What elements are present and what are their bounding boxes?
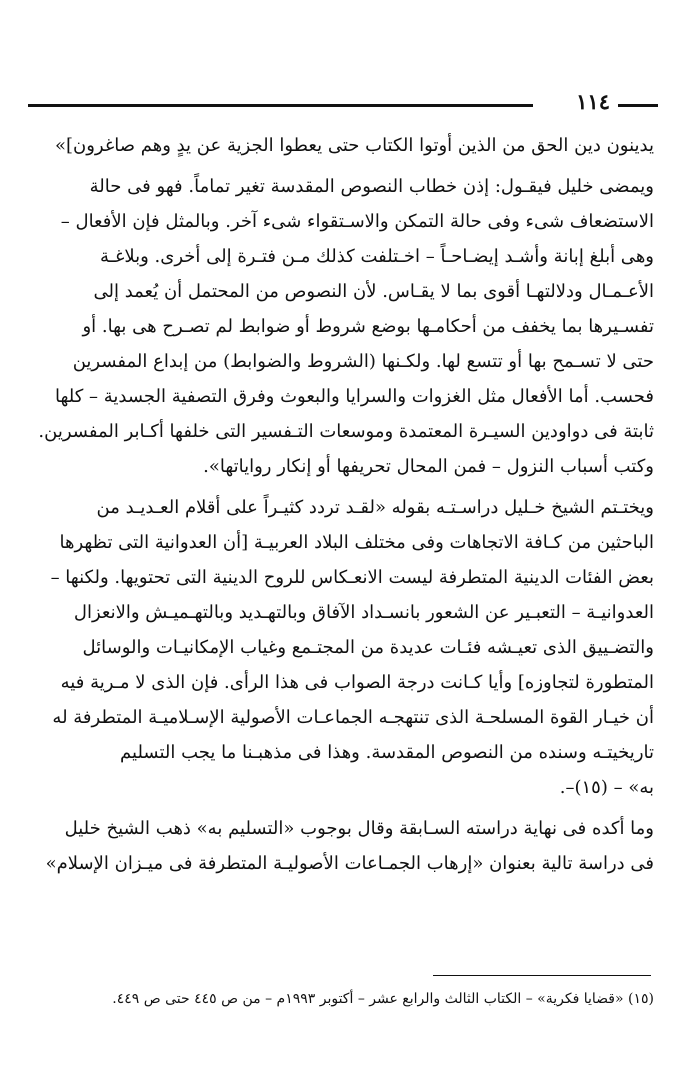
text-line-12: الباحثين من كـافة الاتجاهات وفى مختلف البلاد العربيـة [أن العدوانية التى تظهرها (59, 532, 654, 553)
footnote: (١٥) «قضايا فكرية» – الكتاب الثالث والرابع عشر – أكتوبر ١٩٩٣م – من ص ٤٤٥ حتى ص ٤٤٩. (112, 991, 654, 1007)
page-number: ١١٤ (576, 89, 610, 114)
text-line-5: الأعـمـال ودلالتهـا أقوى بما لا يقـاس. لأن النصوص من المحتمل أن يُعمد إلى (93, 281, 654, 302)
text-line-20: وما أكده فى نهاية دراسته السـابقة وقال بوجوب «التسليم به» ذهب الشيخ خليل (64, 818, 654, 839)
page-body (26, 128, 654, 881)
text-line-3: الاستضعاف شىء وفى حالة التمكن والاسـتقواء شىء آخر. وبالمثل فإن الأفعال – (60, 211, 654, 232)
text-line-13: بعض الفئات الدينية المتطرفة ليست الانعـكاس للروح الدينية التى تحتويها. ولكنها – (50, 567, 654, 588)
text-line-2: ويمضى خليل فيقـول: إذن خطاب النصوص المقدسة تغير تماماً. فهو فى حالة (89, 176, 654, 197)
text-line-1: يدينون دين الحق من الذين أوتوا الكتاب حتى يعطوا الجزية عن يدٍ وهم صاغرون]» (54, 135, 654, 156)
text-line-8: فحسب. أما الأفعال مثل الغزوات والسرايا والبعوث وفرق التصفية الجسدية – كلها (55, 386, 654, 407)
text-line-18: تاريخيتـه وسنده من النصوص المقدسة. وهذا فى مذهبـنا ما يجب التسليم (120, 742, 654, 763)
text-line-16: المتطورة لتجاوزه] وأيا كـانت درجة الصواب فى هذا الرأى. فإن الذى لا مـرية فيه (60, 672, 654, 693)
text-line-15: والتضـييق الذى تعيـشه فئـات عديدة من المجتـمع وغياب الإمكانيـات والوسائل (82, 637, 654, 658)
text-line-14: العدوانيـة – التعبـير عن الشعور بانسـداد الآفاق وبالتهـديد وبالتهـميـش والانعزال (73, 602, 654, 623)
page-header (28, 88, 658, 116)
footnote-rule (433, 975, 651, 976)
text-line-11: ويختـتم الشيخ خـليل دراسـتـه بقوله «لقـد تردد كثيـراً على أقلام العـديـد من (96, 497, 654, 518)
text-line-4: وهى أبلغ إبانة وأشـد إيضـاحـاً – اخـتلفت كذلك مـن فتـرة إلى أخرى. وبلاغـة (100, 246, 654, 267)
text-line-9: ثابتة فى دواودين السيـرة المعتمدة وموسعات التـفسير التى خلفها أكـابر المفسرين. (38, 421, 654, 442)
text-line-6: تفسـيرها بما يخفف من أحكامـها بوضع شروط أو ضوابط لم تصـرح هى بها. أو (82, 316, 654, 337)
text-line-17: أن خيـار القوة المسلحـة الذى تنتهجـه الجماعـات الأصولية الإسـلاميـة المتطرفة له (52, 707, 654, 728)
header-rule-short (618, 104, 658, 107)
text-line-7: حتى لا تسـمح بها أو تتسع لها. ولكـنها (الشروط والضوابط) من إبداع المفسرين (72, 351, 654, 372)
header-rule-long (28, 104, 533, 107)
text-line-19: به» – (١٥)–. (559, 777, 654, 798)
text-line-10: وكتب أسباب النزول – فمن المحال تحريفها أو إنكار رواياتها». (203, 456, 654, 477)
text-line-21: فى دراسة تالية بعنوان «إرهاب الجمـاعات الأصوليـة المتطرفة فى ميـزان الإسلام» (45, 853, 654, 874)
